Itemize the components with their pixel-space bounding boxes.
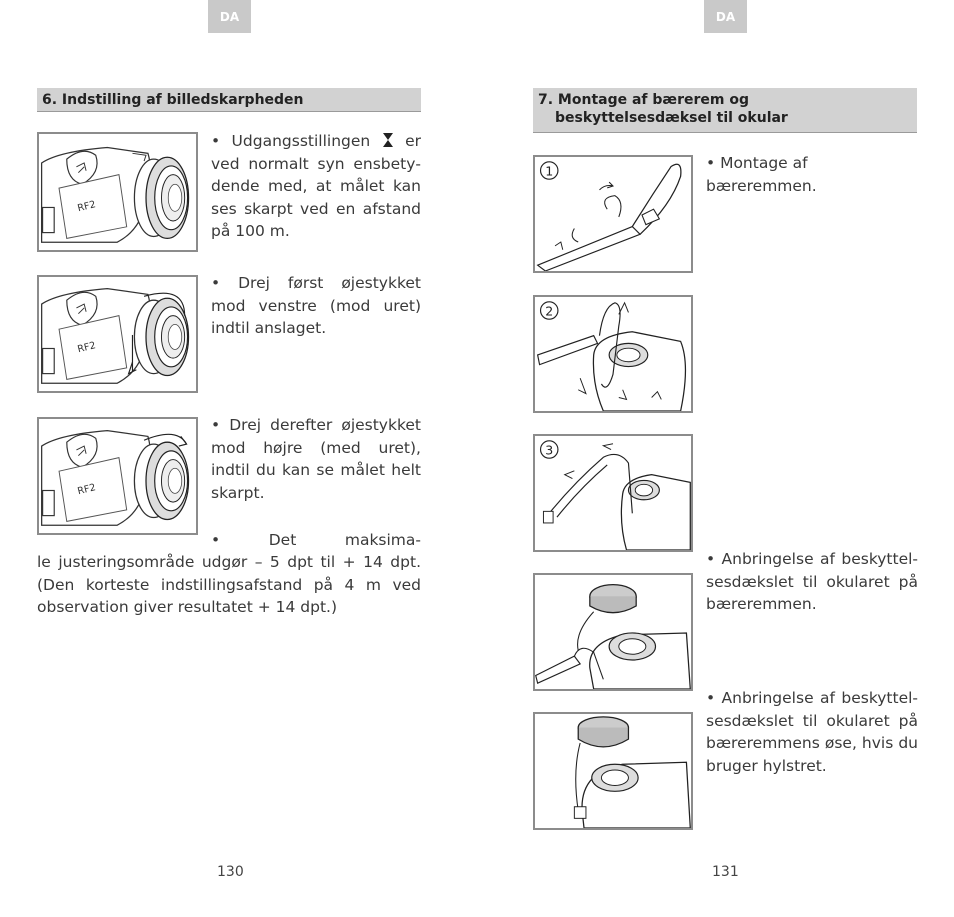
neutral-text-end: er ved normalt syn ensbetydende med, at målet kan ses skarpt ved en afstand på 100 m. xyxy=(211,132,421,240)
section-7-heading-line1: 7. Montage af bærerem og xyxy=(538,92,749,108)
language-tab-right: DA xyxy=(704,0,747,33)
rangefinder-illustration xyxy=(39,134,196,250)
neutral-position-text xyxy=(211,130,421,243)
cap-on-strap-text: • Anbringelse af beskyttelsesdækslet til okularet på bæreremmen. xyxy=(706,550,918,613)
step-3-number: 3 xyxy=(545,442,554,458)
step-2-number: 2 xyxy=(545,303,554,319)
strap-illustration xyxy=(535,297,691,411)
adjustment-range-text: le justeringsområde udgør – 5 dpt til + 14 dpt. (Den korteste indstillingsafstand på 4 m ved observation giver resultatet + 14 dpt.) xyxy=(37,553,421,616)
neutral-text-start: • Udgangsstillingen xyxy=(211,132,371,150)
section-6-heading: 6. Indstilling af billedskarpheden xyxy=(37,88,421,112)
step-1-number: 1 xyxy=(545,163,554,179)
device-label: RF2 xyxy=(76,482,97,498)
page-number-right: 131 xyxy=(712,864,739,880)
eyepiece-counterclockwise-figure xyxy=(37,275,198,393)
eyepiece-cap-illustration xyxy=(535,575,691,689)
hourglass-icon xyxy=(382,132,394,148)
strap-illustration xyxy=(535,436,691,550)
eyepiece-clockwise-figure xyxy=(37,417,198,535)
strap-mount-text: • Montage af bæreremmen. xyxy=(706,154,817,195)
rangefinder-illustration xyxy=(39,419,196,533)
strap-step-2-figure xyxy=(533,295,693,413)
eyepiece-cap-strap-figure xyxy=(533,573,693,691)
page-number-left: 130 xyxy=(217,864,244,880)
strap-step-3-figure xyxy=(533,434,693,552)
clockwise-text: • Drej derefter øjestykket mod højre (med uret), indtil du kan se målet helt skarpt. xyxy=(211,416,421,502)
language-tab-left: DA xyxy=(208,0,251,33)
counterclockwise-text: • Drej først øjestykket mod venstre (mod uret) indtil anslaget. xyxy=(211,274,421,337)
device-label: RF2 xyxy=(76,340,97,356)
strap-illustration xyxy=(535,157,691,271)
strap-step-1-figure xyxy=(533,155,693,273)
eyepiece-neutral-figure xyxy=(37,132,198,252)
section-7-heading xyxy=(533,88,917,133)
eyepiece-cap-eyelet-figure xyxy=(533,712,693,830)
rangefinder-illustration xyxy=(39,277,196,391)
eyepiece-cap-illustration xyxy=(535,714,691,828)
adjustment-range-text-start: • Det maksima- xyxy=(211,531,421,549)
section-7-heading-line2: beskyttelsesdæksel til okular xyxy=(555,110,788,126)
device-label: RF2 xyxy=(76,199,97,215)
cap-on-eyelet-text: • Anbringelse af beskyttelsesdækslet til okularet på bæreremmens øse, hvis du bruger hylstret. xyxy=(706,689,918,775)
